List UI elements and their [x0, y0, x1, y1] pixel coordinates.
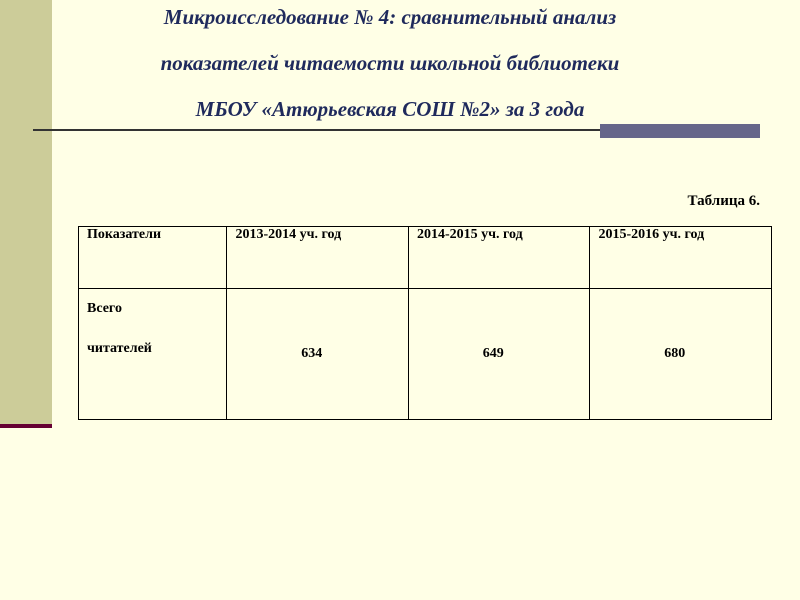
table-row	[79, 289, 772, 420]
reading-stats-table	[78, 226, 772, 420]
table-header-row	[79, 227, 772, 289]
title-divider-accent	[600, 124, 760, 138]
value-cell-2013-2014	[227, 289, 409, 420]
row-label-cell	[79, 289, 227, 420]
title-divider-line	[33, 129, 633, 131]
value-2013-2014: 634	[301, 346, 323, 361]
header-cell-2014-2015: 2014-2015 уч. год	[408, 227, 590, 289]
header-cell-indicators: Показатели	[79, 227, 227, 289]
value-cell-2014-2015	[408, 289, 590, 420]
title-line-2: показателей читаемости школьной библиотеки	[160, 51, 620, 75]
title-line-3: МБОУ «Атюрьевская СОШ №2» за 3 года	[195, 97, 585, 121]
side-decoration-bar	[0, 0, 52, 426]
side-decoration-line	[0, 424, 52, 428]
value-2014-2015: 649	[482, 346, 504, 361]
row-label-line-1: Всего	[87, 301, 122, 316]
value-cell-2015-2016	[590, 289, 772, 420]
row-label-line-2: читателей	[87, 341, 152, 356]
slide-title	[60, 0, 720, 132]
header-cell-2013-2014: 2013-2014 уч. год	[227, 227, 409, 289]
value-2015-2016: 680	[664, 346, 686, 361]
table-caption: Таблица 6.	[687, 193, 760, 209]
header-cell-2015-2016: 2015-2016 уч. год	[590, 227, 772, 289]
title-line-1: Микроисследование № 4: сравнительный анализ	[163, 5, 617, 29]
